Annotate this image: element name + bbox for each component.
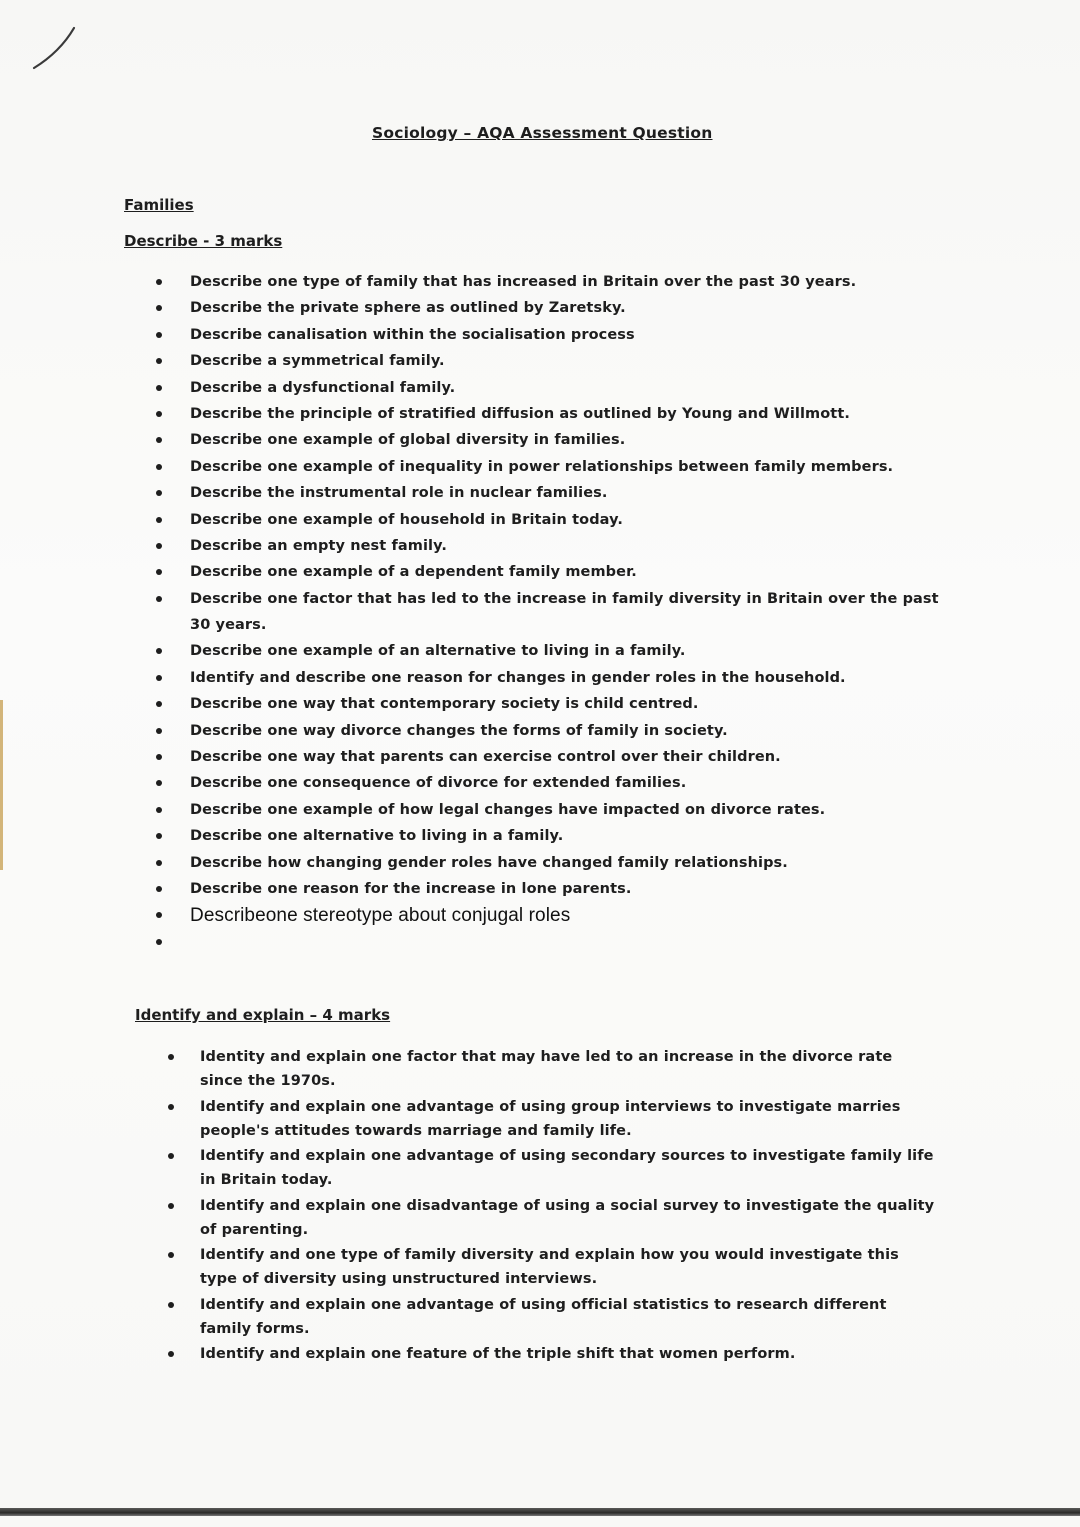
identify-question-list [200, 1045, 935, 1392]
list-item [200, 1194, 935, 1244]
list-item-text: Describe an empty nest family. [190, 537, 447, 554]
list-item-text: Describe the principle of stratified diffusion as outlined by Young and Willmott. [190, 405, 850, 422]
list-item [200, 1342, 935, 1392]
list-item-text: Describeone stereotype about conjugal roles [190, 905, 571, 927]
section-heading-families: Families [124, 196, 194, 214]
list-item [190, 797, 950, 823]
list-item-text: Describe one way that parents can exercise control over their children. [190, 749, 781, 766]
bullet-dot-icon [156, 728, 162, 734]
list-item-text: Describe the instrumental role in nuclear families. [190, 485, 608, 502]
list-item [200, 1293, 935, 1343]
bullet-dot-icon [156, 648, 162, 654]
list-item-text: Identify and explain one advantage of using group interviews to investigate marries people's attitudes towards marriage and family life. [200, 1098, 901, 1139]
list-item-text: Describe a dysfunctional family. [190, 379, 456, 396]
list-item-text: Identify and explain one disadvantage of using a social survey to investigate the quality of parenting. [200, 1197, 935, 1238]
bullet-dot-icon [156, 305, 162, 311]
bullet-dot-icon [168, 1203, 174, 1209]
list-item-text: Describe a symmetrical family. [190, 353, 445, 370]
list-item-text: Identify and explain one feature of the triple shift that women perform. [200, 1346, 796, 1362]
paper-bottom-edge [0, 1508, 1080, 1516]
bullet-dot-icon [156, 596, 162, 602]
list-item [190, 480, 950, 506]
list-item [190, 375, 950, 401]
list-item [190, 295, 950, 321]
list-item [190, 533, 950, 559]
list-item-text: Describe one consequence of divorce for extended families. [190, 775, 687, 792]
list-item [190, 427, 950, 453]
list-item-text: Describe one way that contemporary society is child centred. [190, 696, 699, 713]
list-item [190, 718, 950, 744]
bullet-dot-icon [168, 1104, 174, 1110]
list-item-text: Describe one example of a dependent family member. [190, 564, 637, 581]
bullet-dot-icon [168, 1153, 174, 1159]
bullet-dot-icon [156, 807, 162, 813]
list-item-text: Identify and explain one advantage of using official statistics to research different family forms. [200, 1296, 887, 1337]
bullet-dot-icon [156, 411, 162, 417]
bullet-dot-icon [156, 860, 162, 866]
list-item-text: Describe one alternative to living in a family. [190, 828, 564, 845]
list-item [190, 269, 950, 295]
list-item-text: Describe one example of an alternative to living in a family. [190, 643, 686, 660]
list-item-text: Identify and one type of family diversity and explain how you would investigate this type of diversity using unstructured interviews. [200, 1247, 899, 1287]
list-item [190, 454, 950, 480]
list-item-text: Describe one example of household in Britain today. [190, 511, 623, 528]
list-item-text: Describe how changing gender roles have changed family relationships. [190, 854, 788, 871]
bullet-dot-icon [156, 701, 162, 707]
list-item [200, 1243, 935, 1293]
list-item-text: Describe one reason for the increase in lone parents. [190, 881, 632, 897]
describe-heading: Describe - 3 marks [124, 232, 283, 250]
list-item-text: Identify and describe one reason for changes in gender roles in the household. [190, 669, 846, 686]
list-item [190, 823, 950, 849]
list-item [190, 401, 950, 427]
bullet-dot-icon [156, 569, 162, 575]
list-item [200, 1095, 935, 1145]
list-item [190, 876, 950, 902]
list-item [200, 1144, 935, 1194]
list-item-text: Describe the private sphere as outlined by Zaretsky. [190, 300, 626, 317]
list-item-text: Describe one way divorce changes the forms of family in society. [190, 722, 728, 739]
list-item [190, 770, 950, 796]
paper-edge-shadow [0, 700, 3, 870]
bullet-dot-icon [156, 543, 162, 549]
pen-stroke-mark-icon [30, 22, 90, 82]
identify-heading: Identify and explain – 4 marks [135, 1006, 391, 1024]
bullet-dot-icon [156, 385, 162, 391]
list-item-text: Describe one type of family that has increased in Britain over the past 30 years. [190, 274, 857, 290]
list-item-text: Describe one factor that has led to the increase in family diversity in Britain over the past 30 years. [190, 590, 939, 633]
list-item [190, 665, 950, 691]
bullet-dot-icon [168, 1351, 174, 1357]
list-item [190, 507, 950, 533]
bullet-dot-icon [156, 490, 162, 496]
bullet-dot-icon [156, 886, 162, 892]
list-item [190, 322, 950, 348]
bullet-dot-icon [156, 939, 162, 945]
list-item-text: Describe one example of global diversity in families. [190, 432, 626, 449]
list-item-text: Describe canalisation within the socialisation process [190, 326, 635, 343]
page-title: Sociology – AQA Assessment Question [372, 124, 713, 142]
bullet-dot-icon [156, 780, 162, 786]
list-item [190, 586, 950, 639]
bullet-dot-icon [156, 833, 162, 839]
bullet-dot-icon [156, 517, 162, 523]
list-item-text: Describe one example of inequality in power relationships between family members. [190, 458, 894, 475]
list-item-text: Identify and explain one advantage of using secondary sources to investigate family life in Britain today. [200, 1148, 934, 1188]
list-item-text: Identity and explain one factor that may have led to an increase in the divorce rate since the 1970s. [200, 1049, 893, 1089]
list-item-empty [190, 929, 950, 955]
list-item [190, 744, 950, 770]
bullet-dot-icon [156, 358, 162, 364]
list-item [190, 348, 950, 374]
list-item [190, 691, 950, 717]
bullet-dot-icon [156, 464, 162, 470]
list-item [190, 638, 950, 664]
bullet-dot-icon [168, 1302, 174, 1308]
bullet-dot-icon [156, 754, 162, 760]
bullet-dot-icon [156, 437, 162, 443]
bullet-dot-icon [156, 675, 162, 681]
list-item [200, 1045, 935, 1095]
list-item-text: Describe one example of how legal changes have impacted on divorce rates. [190, 801, 826, 818]
bullet-dot-icon [156, 912, 162, 918]
list-item [190, 850, 950, 876]
bullet-dot-icon [156, 279, 162, 285]
bullet-dot-icon [156, 332, 162, 338]
list-item [190, 902, 950, 929]
describe-question-list [190, 269, 950, 955]
bullet-dot-icon [168, 1054, 174, 1060]
list-item [190, 559, 950, 585]
bullet-dot-icon [168, 1252, 174, 1258]
